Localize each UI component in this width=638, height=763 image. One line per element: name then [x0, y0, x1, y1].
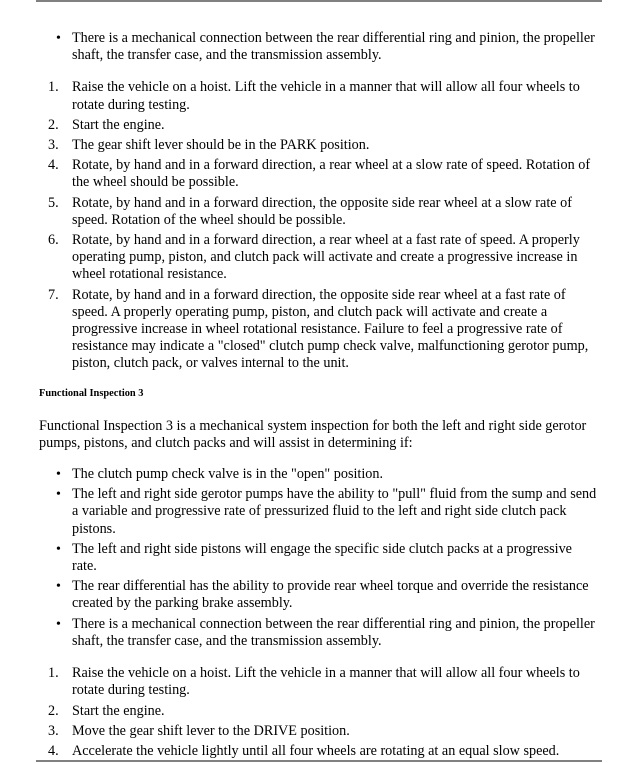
- section1-step-list: [48, 79, 600, 372]
- step-number: 6.: [48, 232, 59, 249]
- bullet-item: [56, 30, 600, 64]
- bullet-text: The left and right side gerotor pumps have the ability to "pull" fluid from the sump and send a variable and progressive rate of pressurized fluid to the left and right side clutch pack pistons.: [72, 486, 597, 537]
- step-item: [48, 287, 600, 373]
- bullet-item: [56, 578, 600, 612]
- step-item: [48, 117, 600, 134]
- step-item: [48, 195, 600, 229]
- section2-bullet-list: [56, 466, 600, 650]
- step-item: [48, 743, 600, 760]
- step-number: 2.: [48, 116, 59, 133]
- step-text: Raise the vehicle on a hoist. Lift the vehicle in a manner that will allow all four wheels to rotate during testing.: [72, 79, 580, 113]
- bullet-item: [56, 541, 600, 575]
- bullet-item: [56, 486, 600, 538]
- step-text: The gear shift lever should be in the PARK position.: [72, 137, 370, 154]
- section-heading: Functional Inspection 3: [39, 387, 144, 399]
- step-text: Start the engine.: [72, 702, 165, 719]
- step-text: Rotate, by hand and in a forward direction, a rear wheel at a fast rate of speed. A properly operating pump, piston, and clutch pack will activate and create a progressive increase in wheel rotational resistance.: [72, 232, 580, 283]
- bullet-text: The clutch pump check valve is in the "open" position.: [72, 466, 384, 483]
- section1-bullet-list: [56, 30, 600, 64]
- step-number: 4.: [48, 742, 59, 759]
- bullet-text: The rear differential has the ability to provide rear wheel torque and override the resistance created by the parking brake assembly.: [72, 578, 589, 612]
- step-item: [48, 79, 600, 113]
- step-text: Rotate, by hand and in a forward direction, the opposite side rear wheel at a fast rate of speed. A properly operating pump, piston, and clutch pack will activate and create a progressive increase in wheel rotational resistance. Failure to feel a progressive rate of resistance may indicate a "closed" clutch pump check valve, malfunctioning gerotor pump, piston, clutch pack, or valves internal to the unit.: [72, 286, 589, 372]
- bullet-dot-icon: •: [56, 616, 61, 632]
- step-number: 5.: [48, 194, 59, 211]
- step-item: [48, 723, 600, 740]
- bullet-dot-icon: •: [56, 467, 61, 483]
- step-item: [48, 157, 600, 191]
- bullet-text: The left and right side pistons will engage the specific side clutch packs at a progressive rate.: [72, 540, 572, 575]
- bullet-dot-icon: •: [56, 541, 61, 557]
- bullet-dot-icon: •: [56, 579, 61, 595]
- bullet-text: There is a mechanical connection between the rear differential ring and pinion, the propeller shaft, the transfer case, and the transmission assembly.: [72, 30, 595, 64]
- bullet-dot-icon: •: [56, 487, 61, 503]
- step-text: Rotate, by hand and in a forward direction, a rear wheel at a slow rate of speed. Rotation of the wheel should be possible.: [72, 157, 591, 191]
- step-number: 1.: [48, 665, 59, 682]
- step-item: [48, 137, 600, 154]
- bullet-dot-icon: •: [56, 31, 61, 46]
- step-text: Start the engine.: [72, 116, 165, 133]
- step-text: Rotate, by hand and in a forward direction, the opposite side rear wheel at a slow rate of speed. Rotation of the wheel should be possible.: [72, 194, 572, 228]
- step-text: Raise the vehicle on a hoist. Lift the vehicle in a manner that will allow all four wheels to rotate during testing.: [72, 665, 580, 699]
- step-number: 7.: [48, 286, 59, 303]
- bullet-text: There is a mechanical connection between the rear differential ring and pinion, the propeller shaft, the transfer case, and the transmission assembly.: [72, 615, 595, 649]
- step-number: 1.: [48, 79, 59, 96]
- step-item: [48, 703, 600, 720]
- intro-paragraph: Functional Inspection 3 is a mechanical system inspection for both the left and right side gerotor pumps, pistons, and clutch packs and will assist in determining if:: [39, 417, 587, 451]
- step-number: 3.: [48, 722, 59, 739]
- step-text: Move the gear shift lever to the DRIVE position.: [72, 722, 350, 739]
- step-item: [48, 665, 600, 699]
- bullet-item: [56, 616, 600, 650]
- step-item: [48, 232, 600, 284]
- bullet-item: [56, 466, 600, 483]
- step-number: 2.: [48, 702, 59, 719]
- section2-step-list: [48, 665, 600, 760]
- step-text: Accelerate the vehicle lightly until all four wheels are rotating at an equal slow speed.: [72, 742, 560, 759]
- step-number: 4.: [48, 157, 59, 174]
- step-number: 3.: [48, 137, 59, 154]
